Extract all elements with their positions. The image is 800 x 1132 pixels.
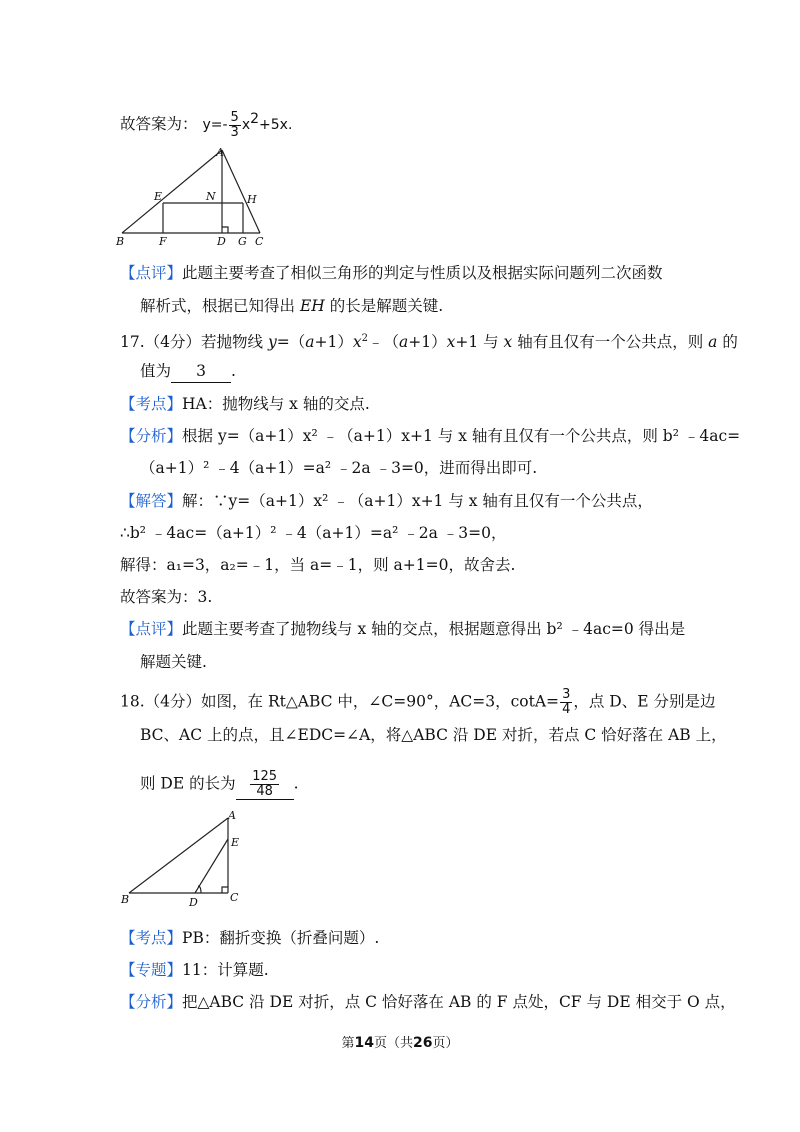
answer-16-line: [120, 108, 292, 140]
q17-head: 17.（4分）若抛物线: [120, 333, 268, 352]
q17-eq: a: [708, 333, 718, 352]
question-18-line3: [140, 770, 299, 800]
q18-answer-fraction: [250, 770, 279, 799]
q17-eq: +1）: [314, 333, 353, 352]
q17-eq: +1）: [408, 333, 447, 352]
question-17-line1: [120, 328, 738, 353]
fig1-label-f: F: [159, 235, 167, 248]
fenxi-17-line2: [140, 457, 537, 479]
q17-period: .: [231, 362, 236, 380]
frac-denominator: 3: [230, 124, 239, 140]
frac-denominator: 4: [562, 702, 571, 717]
answer-fraction: [229, 111, 241, 140]
jieda-text: ∴b² ﹣4ac=（a+1）² ﹣4（a+1）=a² ﹣2a ﹣3=0，: [120, 524, 507, 542]
jieda-17-line4: [120, 586, 212, 608]
q17-prompt: 值为: [140, 362, 172, 380]
tag-kaodian: 【考点】: [120, 395, 183, 413]
fenxi-18: [120, 991, 736, 1013]
kaodian-17: [120, 393, 370, 415]
jieda-17-line3: [120, 554, 515, 576]
tag-zhuanti: 【专题】: [120, 961, 183, 979]
q17-eq: 的: [717, 333, 738, 352]
page-footer: [0, 1032, 800, 1051]
jieda-text: 解：∵y=（a+1）x² ﹣（a+1）x+1 与 x 轴有且仅有一个公共点，: [182, 492, 653, 510]
zhuanti-18: [120, 959, 269, 981]
fig1-label-h: H: [247, 193, 257, 206]
kaodian-text: HA：抛物线与 x 轴的交点.: [182, 395, 370, 413]
frac-numerator: 3: [562, 687, 571, 702]
q18-prompt: 则 DE 的长为: [140, 774, 236, 793]
q17-eq: x: [352, 333, 362, 352]
q17-eq: +1 与: [455, 333, 504, 352]
figure-right-triangle-fold: [115, 808, 245, 908]
comment-text: 此题主要考查了相似三角形的判定与性质以及根据实际问题列二次函数: [182, 264, 663, 282]
q17-eq: =（: [276, 333, 306, 352]
comment-16-line2: [140, 295, 443, 317]
answer-eq-sup: 2: [250, 111, 260, 127]
question-17-line2: [140, 360, 236, 383]
q18-text: BC、AC 上的点，且∠EDC=∠A，将△ABC 沿 DE 对折，若点 C 恰好落在 AB 上，: [140, 726, 727, 744]
frac-denominator: 48: [256, 784, 273, 799]
fig2-label-b: B: [121, 893, 130, 906]
tag-dianping: 【点评】: [120, 264, 183, 282]
q18-head: 18.（4分）如图，在 Rt△ABC 中，∠C=90°，AC=3，cotA=: [120, 692, 560, 711]
answer-eq-rest: +5x.: [259, 117, 293, 134]
comment-16-line1: [120, 262, 663, 284]
fig2-label-c: C: [230, 891, 239, 904]
dianping-17-line2: [140, 651, 207, 673]
answer-eq-x: x: [241, 117, 251, 134]
jieda-text: 解得：a₁=3，a₂=﹣1，当 a=﹣1，则 a+1=0，故舍去.: [120, 556, 516, 574]
q18-cot-fraction: [560, 688, 572, 717]
fig1-label-d: D: [217, 235, 226, 248]
jieda-text: 故答案为：3.: [120, 588, 213, 606]
answer-prefix: 故答案为：: [120, 115, 198, 134]
fig1-label-n: N: [206, 190, 216, 203]
q18-head-tail: ，点 D、E 分别是边: [573, 692, 716, 711]
comment-text: 解析式，根据已知得出: [140, 297, 300, 315]
fenxi-17-line1: [120, 425, 740, 447]
fenxi-text: 把△ABC 沿 DE 对折，点 C 恰好落在 AB 的 F 点处，CF 与 DE 相交于 O 点，: [182, 993, 736, 1011]
dianping-text: 解题关键.: [140, 653, 207, 671]
fig2-label-a: A: [228, 809, 236, 822]
figure-similar-triangles: [112, 145, 272, 250]
footer-text: 页（共: [373, 1036, 413, 1051]
footer-text: 第: [341, 1036, 355, 1051]
tag-fenxi: 【分析】: [120, 427, 183, 445]
jieda-17-line1: [120, 490, 653, 512]
frac-numerator: 5: [230, 109, 239, 125]
fig2-label-d: D: [189, 896, 198, 908]
kaodian-18: [120, 927, 379, 949]
footer-text: 页）: [432, 1036, 459, 1051]
fig1-label-g: G: [238, 235, 247, 248]
kaodian-text: PB：翻折变换（折叠问题）.: [182, 929, 380, 947]
q17-eq: x: [446, 333, 456, 352]
total-pages: 26: [413, 1035, 433, 1051]
q17-eq: x: [503, 333, 513, 352]
tag-dianping: 【点评】: [120, 620, 183, 638]
frac-numerator: 125: [252, 769, 278, 784]
fenxi-text: 根据 y=（a+1）x² ﹣（a+1）x+1 与 x 轴有且仅有一个公共点，则 b² ﹣4ac=: [182, 427, 741, 445]
fenxi-text: （a+1）² ﹣4（a+1）=a² ﹣2a ﹣3=0，进而得出即可.: [140, 459, 538, 477]
fig2-label-e: E: [231, 836, 240, 849]
q18-answer: [236, 770, 294, 800]
q17-eq: a: [398, 333, 409, 352]
q17-eq: 2: [361, 333, 368, 344]
comment-text: 的长是解题关键.: [324, 297, 444, 315]
page-number: 14: [354, 1035, 374, 1051]
fig1-label-e: E: [154, 190, 163, 203]
zhuanti-text: 11：计算题.: [182, 961, 269, 979]
fig1-label-c: C: [255, 235, 264, 248]
dianping-17-line1: [120, 618, 685, 640]
question-18-line1: [120, 688, 715, 717]
q17-eq: a: [305, 333, 315, 352]
q17-eq: y: [267, 333, 277, 352]
comment-var: EH: [299, 297, 325, 315]
question-18-line2: [140, 724, 727, 746]
dianping-text: 此题主要考查了抛物线与 x 轴的交点，根据题意得出 b² ﹣4ac=0 得出是: [182, 620, 686, 638]
q18-period: .: [293, 774, 299, 793]
fig1-label-b: B: [116, 235, 125, 248]
q17-eq: ﹣（: [367, 333, 399, 352]
tag-kaodian: 【考点】: [120, 929, 183, 947]
tag-fenxi: 【分析】: [120, 993, 183, 1011]
fig1-label-a: A: [216, 146, 224, 159]
q17-eq: 轴有且仅有一个公共点，则: [512, 333, 709, 352]
answer-eq-lhs: y=-: [202, 117, 228, 134]
tag-jieda: 【解答】: [120, 492, 183, 510]
q17-answer: 3: [171, 360, 231, 383]
jieda-17-line2: [120, 522, 507, 544]
